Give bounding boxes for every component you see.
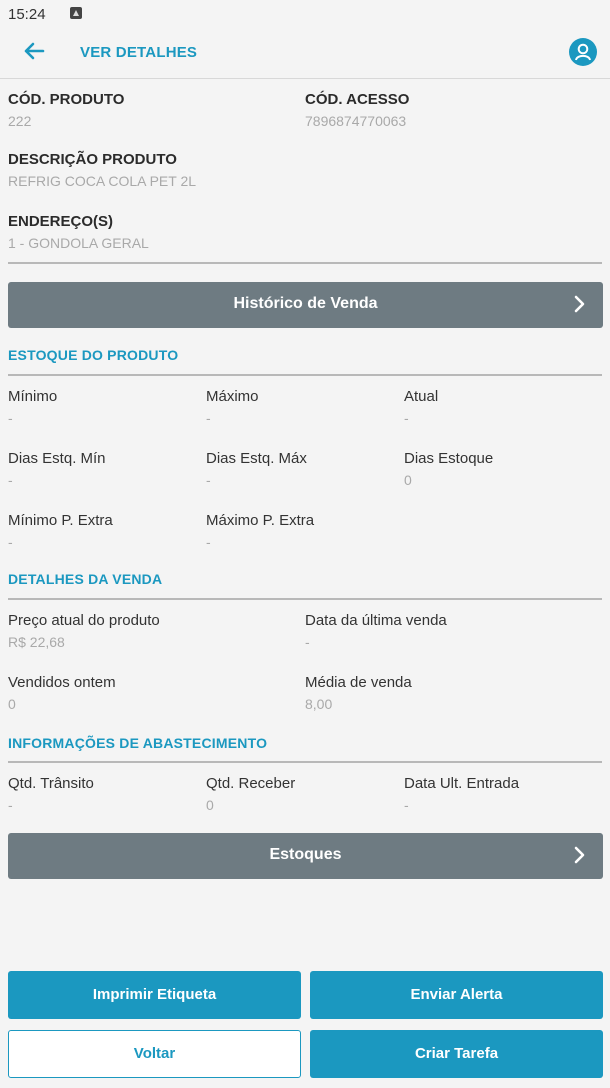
enderecos-label: ENDEREÇO(S) <box>8 213 114 230</box>
enderecos-field <box>8 213 149 251</box>
imprimir-etiqueta-button[interactable]: Imprimir Etiqueta <box>8 971 301 1019</box>
media-value: 8,00 <box>305 696 333 712</box>
media-label: Média de venda <box>305 674 412 691</box>
chevron-right-icon <box>573 843 587 873</box>
divider <box>8 374 602 376</box>
receber-label: Qtd. Receber <box>206 775 296 792</box>
ultima-venda-value: - <box>305 634 310 650</box>
minimo-field <box>8 388 57 426</box>
maximo-field <box>206 388 259 426</box>
media-field <box>305 674 412 712</box>
voltar-button[interactable]: Voltar <box>8 1030 301 1078</box>
estoque-section-title: ESTOQUE DO PRODUTO <box>8 347 179 363</box>
descricao-label: DESCRIÇÃO PRODUTO <box>8 151 177 168</box>
divider <box>8 262 602 264</box>
status-bar <box>0 0 610 26</box>
preco-field <box>8 612 160 650</box>
descricao-field <box>8 151 196 189</box>
ult-entrada-field <box>404 775 519 813</box>
minimo-value: - <box>8 410 13 426</box>
cod-produto-field <box>8 91 124 129</box>
enderecos-value: 1 - GONDOLA GERAL <box>8 235 149 251</box>
status-time: 15:24 <box>8 6 46 23</box>
dias-max-field <box>206 450 307 488</box>
cod-acesso-field <box>305 91 409 129</box>
ultima-venda-label: Data da última venda <box>305 612 447 629</box>
vendidos-field <box>8 674 116 712</box>
chevron-right-icon <box>573 292 587 322</box>
dias-max-value: - <box>206 472 211 488</box>
maximo-label: Máximo <box>206 388 259 405</box>
historico-venda-label: Histórico de Venda <box>233 295 378 312</box>
divider <box>8 761 602 763</box>
back-arrow-icon[interactable] <box>20 37 48 65</box>
maximo-value: - <box>206 410 211 426</box>
abastecimento-section-title: INFORMAÇÕES DE ABASTECIMENTO <box>8 735 268 751</box>
venda-section-title: DETALHES DA VENDA <box>8 571 163 587</box>
maximo-extra-value: - <box>206 534 211 550</box>
minimo-extra-field <box>8 512 113 550</box>
transito-label: Qtd. Trânsito <box>8 775 94 792</box>
cod-produto-value: 222 <box>8 113 32 129</box>
dias-estoque-value: 0 <box>404 472 412 488</box>
cod-acesso-label: CÓD. ACESSO <box>305 91 410 108</box>
maximo-extra-field <box>206 512 314 550</box>
app-bar <box>0 26 610 79</box>
dias-estoque-label: Dias Estoque <box>404 450 494 467</box>
descricao-value: REFRIG COCA COLA PET 2L <box>8 173 197 189</box>
receber-field <box>206 775 295 813</box>
minimo-extra-label: Mínimo P. Extra <box>8 512 113 529</box>
estoques-label: Estoques <box>269 846 342 863</box>
vendidos-value: 0 <box>8 696 16 712</box>
atual-value: - <box>404 410 409 426</box>
vendidos-label: Vendidos ontem <box>8 674 116 691</box>
notification-icon <box>70 7 82 19</box>
user-icon[interactable] <box>569 38 597 66</box>
enviar-alerta-button[interactable]: Enviar Alerta <box>310 971 603 1019</box>
minimo-extra-value: - <box>8 534 13 550</box>
preco-value: R$ 22,68 <box>8 634 65 650</box>
dias-min-field <box>8 450 106 488</box>
criar-tarefa-button[interactable]: Criar Tarefa <box>310 1030 603 1078</box>
ult-entrada-label: Data Ult. Entrada <box>404 775 520 792</box>
ultima-venda-field <box>305 612 447 650</box>
transito-field <box>8 775 94 813</box>
transito-value: - <box>8 797 13 813</box>
minimo-label: Mínimo <box>8 388 58 405</box>
atual-field <box>404 388 438 426</box>
preco-label: Preço atual do produto <box>8 612 160 629</box>
ult-entrada-value: - <box>404 797 409 813</box>
dias-estoque-field <box>404 450 493 488</box>
estoques-button[interactable] <box>8 833 603 879</box>
page-title: VER DETALHES <box>80 44 198 61</box>
historico-venda-button[interactable] <box>8 282 603 328</box>
atual-label: Atual <box>404 388 439 405</box>
maximo-extra-label: Máximo P. Extra <box>206 512 315 529</box>
receber-value: 0 <box>206 797 214 813</box>
cod-acesso-value: 7896874770063 <box>305 113 407 129</box>
dias-min-label: Dias Estq. Mín <box>8 450 106 467</box>
divider <box>8 598 602 600</box>
dias-min-value: - <box>8 472 13 488</box>
dias-max-label: Dias Estq. Máx <box>206 450 307 467</box>
cod-produto-label: CÓD. PRODUTO <box>8 91 125 108</box>
